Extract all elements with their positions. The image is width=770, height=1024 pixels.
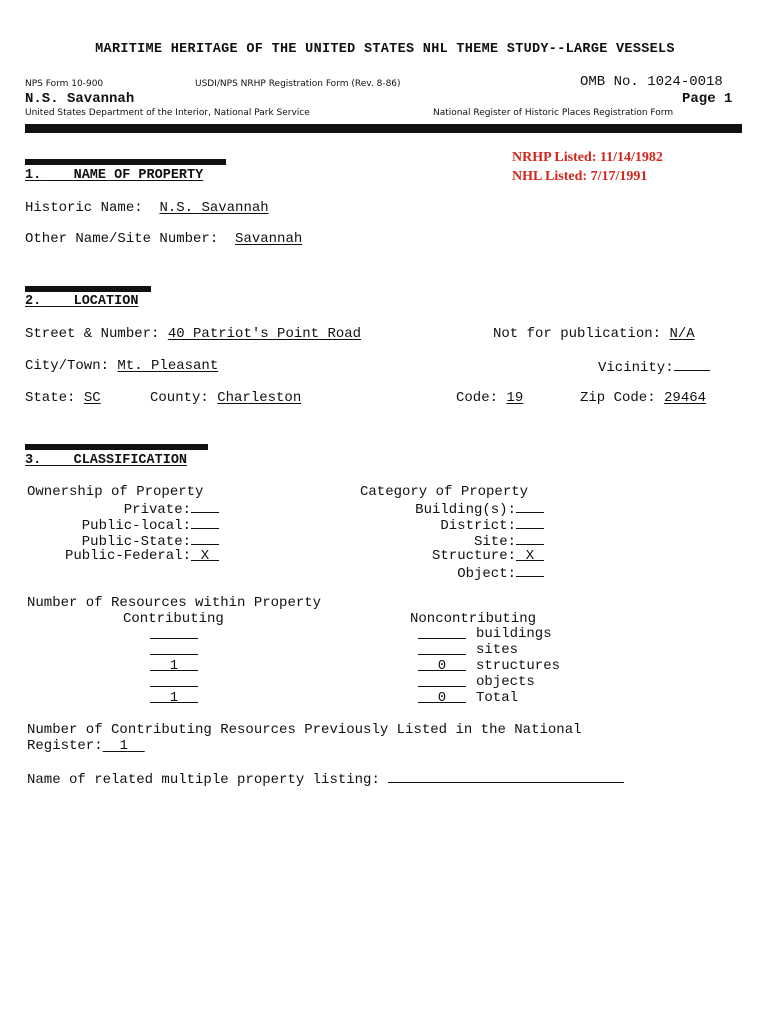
noncontributing-count [418,690,466,706]
category-label: Site: [473,534,516,550]
section-1-bar [25,159,226,165]
historic-name-row [25,200,269,216]
vicinity-blank [674,358,710,371]
section-3-number: 3. [25,453,42,468]
header-rule [25,124,742,133]
contributing-count [150,690,198,706]
section-1-heading [25,168,203,183]
contributing-value [150,642,198,655]
section-2-number: 2. [25,294,42,309]
noncontributing-value [418,674,466,687]
ownership-label: Public-Federal: [64,548,191,564]
resources-heading: Number of Resources within Property [27,595,322,611]
city-row [25,358,218,374]
zip-value: 29464 [664,390,707,406]
register-label: Register: [27,738,103,754]
section-1-title: NAME OF PROPERTY [73,168,204,183]
zip-label: Zip Code: [580,390,656,406]
nps-form-number: NPS Form 10-900 [25,79,104,89]
noncontributing-value [418,626,466,639]
ownership-row [65,548,219,564]
contributing-value [150,674,198,687]
other-name-row [25,231,302,247]
category-value [516,516,544,529]
section-3-title: CLASSIFICATION [73,453,188,468]
category-value: X [516,548,544,561]
ownership-label: Public-local: [81,518,191,534]
resource-type-label: Total [476,690,519,706]
section-3-bar [25,444,208,450]
section-2-heading [25,294,138,309]
street-label: Street & Number: [25,326,160,342]
ownership-value [191,500,219,513]
noncontributing-value: 0 [418,690,466,703]
street-value: 40 Patriot's Point Road [167,326,362,342]
not-for-publication-label: Not for publication: [493,326,662,342]
ownership-label: Private: [123,502,191,518]
category-value [516,500,544,513]
ownership-value [191,516,219,529]
category-label: District: [440,518,516,534]
page-number: Page 1 [682,91,733,107]
nrhp-listed-date: NRHP Listed: 11/14/1982 [512,150,663,165]
previously-listed-row [27,738,145,754]
other-name-label: Other Name/Site Number: [25,231,219,247]
city-value: Mt. Pleasant [117,358,219,374]
code-value: 19 [506,390,524,406]
section-2-bar [25,286,151,292]
related-listing-blank [388,770,624,783]
state-value: SC [83,390,101,406]
code-row [456,390,523,406]
category-label: Object: [457,566,516,582]
category-value [516,564,544,577]
resource-type-label: objects [476,674,535,690]
code-label: Code: [456,390,499,406]
section-3-heading [25,453,187,468]
document-title: MARITIME HERITAGE OF THE UNITED STATES NHL THEME STUDY--LARGE VESSELS [95,42,675,57]
category-label: Building(s): [415,502,516,518]
historic-name-value: N.S. Savannah [159,200,269,216]
not-for-publication-row [493,326,695,342]
noncontributing-count [418,658,466,674]
category-value [516,532,544,545]
county-row [150,390,301,406]
ownership-value [191,532,219,545]
category-heading: Category of Property [360,484,529,500]
noncontributing-value [418,642,466,655]
vessel-name-header: N.S. Savannah [25,91,135,107]
resource-type-label: structures [476,658,561,674]
county-label: County: [150,390,209,406]
related-listing-label: Name of related multiple property listing: [27,772,380,788]
department-name: United States Department of the Interior, National Park Service [25,108,310,118]
resource-type-label: buildings [476,626,552,642]
previously-listed-value: 1 [119,738,128,754]
registration-form-version: USDI/NPS NRHP Registration Form (Rev. 8-86) [195,79,401,89]
contributing-count [150,658,198,674]
not-for-publication-value: N/A [669,326,695,342]
contributing-value [150,626,198,639]
ownership-value: X [191,548,219,561]
nhl-listed-date: NHL Listed: 7/17/1991 [512,169,648,184]
contributing-value: 1 [150,658,198,671]
noncontributing-heading: Noncontributing [410,611,537,627]
contributing-heading: Contributing [123,611,224,627]
register-form-name: National Register of Historic Places Registration Form [433,108,674,118]
omb-number: OMB No. 1024-0018 [580,74,723,90]
state-label: State: [25,390,76,406]
historic-name-label: Historic Name: [25,200,143,216]
category-row [457,564,544,582]
noncontributing-value: 0 [418,658,466,671]
zip-row [580,390,706,406]
county-value: Charleston [217,390,302,406]
resource-type-label: sites [476,642,519,658]
category-label: Structure: [431,548,516,564]
ownership-label: Public-State: [81,534,191,550]
vicinity-row [598,358,710,376]
section-1-number: 1. [25,168,42,183]
other-name-value: Savannah [235,231,303,247]
previously-listed-label: Number of Contributing Resources Previously Listed in the National [27,722,582,738]
ownership-heading: Ownership of Property [27,484,204,500]
city-label: City/Town: [25,358,110,374]
state-row [25,390,101,406]
street-row [25,326,361,342]
section-2-title: LOCATION [73,294,139,309]
contributing-value: 1 [150,690,198,703]
related-listing-row [27,770,624,788]
vicinity-label: Vicinity: [598,360,674,376]
category-row [432,548,544,564]
